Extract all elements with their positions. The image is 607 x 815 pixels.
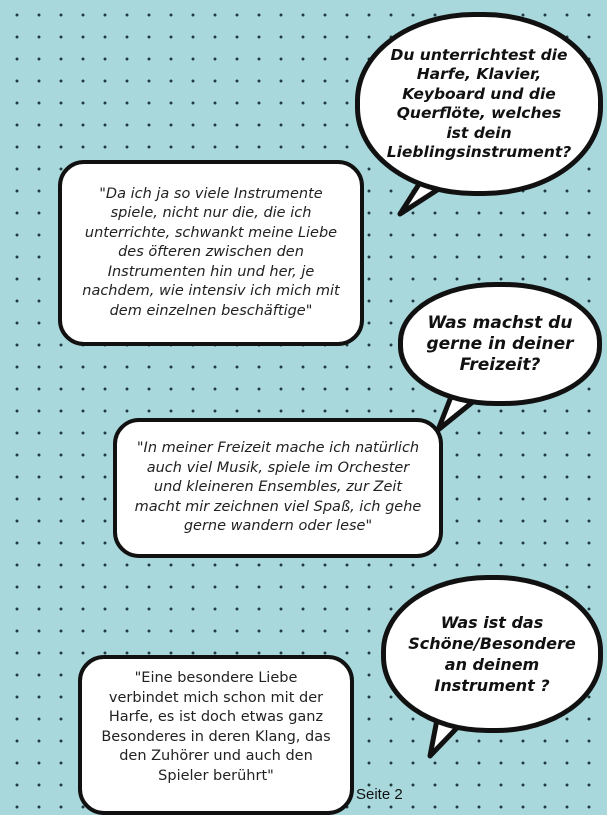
question-bubble-2 xyxy=(398,282,602,406)
answer-bubble-2 xyxy=(113,418,443,558)
question-bubble-1 xyxy=(355,12,603,196)
question-text-2: Was machst du gerne in deiner Freizeit? xyxy=(426,312,574,375)
question-text-3: Was ist das Schöne/Besondere an deinem Instrument ? xyxy=(408,613,576,695)
answer-text-2: "In meiner Freizeit mache ich natürlich auch viel Musik, spiele im Orchester und kleineren Ensembles, zur Zeit macht mir zeichnen viel Spaß, ich gehe gerne wandern oder lese" xyxy=(134,440,422,535)
answer-text-3: "Eine besondere Liebe verbindet mich schon mit der Harfe, es ist doch etwas ganz Besonderes in deren Klang, das den Zuhörer und auch den Spieler berührt" xyxy=(101,670,331,784)
page-number: Seite 2 xyxy=(356,786,403,803)
answer-bubble-1 xyxy=(58,160,364,346)
answer-text-1: "Da ich ja so viele Instrumente spiele, nicht nur die, die ich unterrichte, schwankt meine Liebe des öfteren zwischen den Instrumenten hin und her, je nachdem, wie intensiv ich mich mit dem einzelnen beschäftige" xyxy=(82,185,340,319)
question-text-1: Du unterrichtest die Harfe, Klavier, Keyboard und die Querflöte, welches ist dein Lieblingsinstrument? xyxy=(386,45,572,161)
answer-bubble-3 xyxy=(78,655,354,815)
question-bubble-3 xyxy=(381,575,603,733)
